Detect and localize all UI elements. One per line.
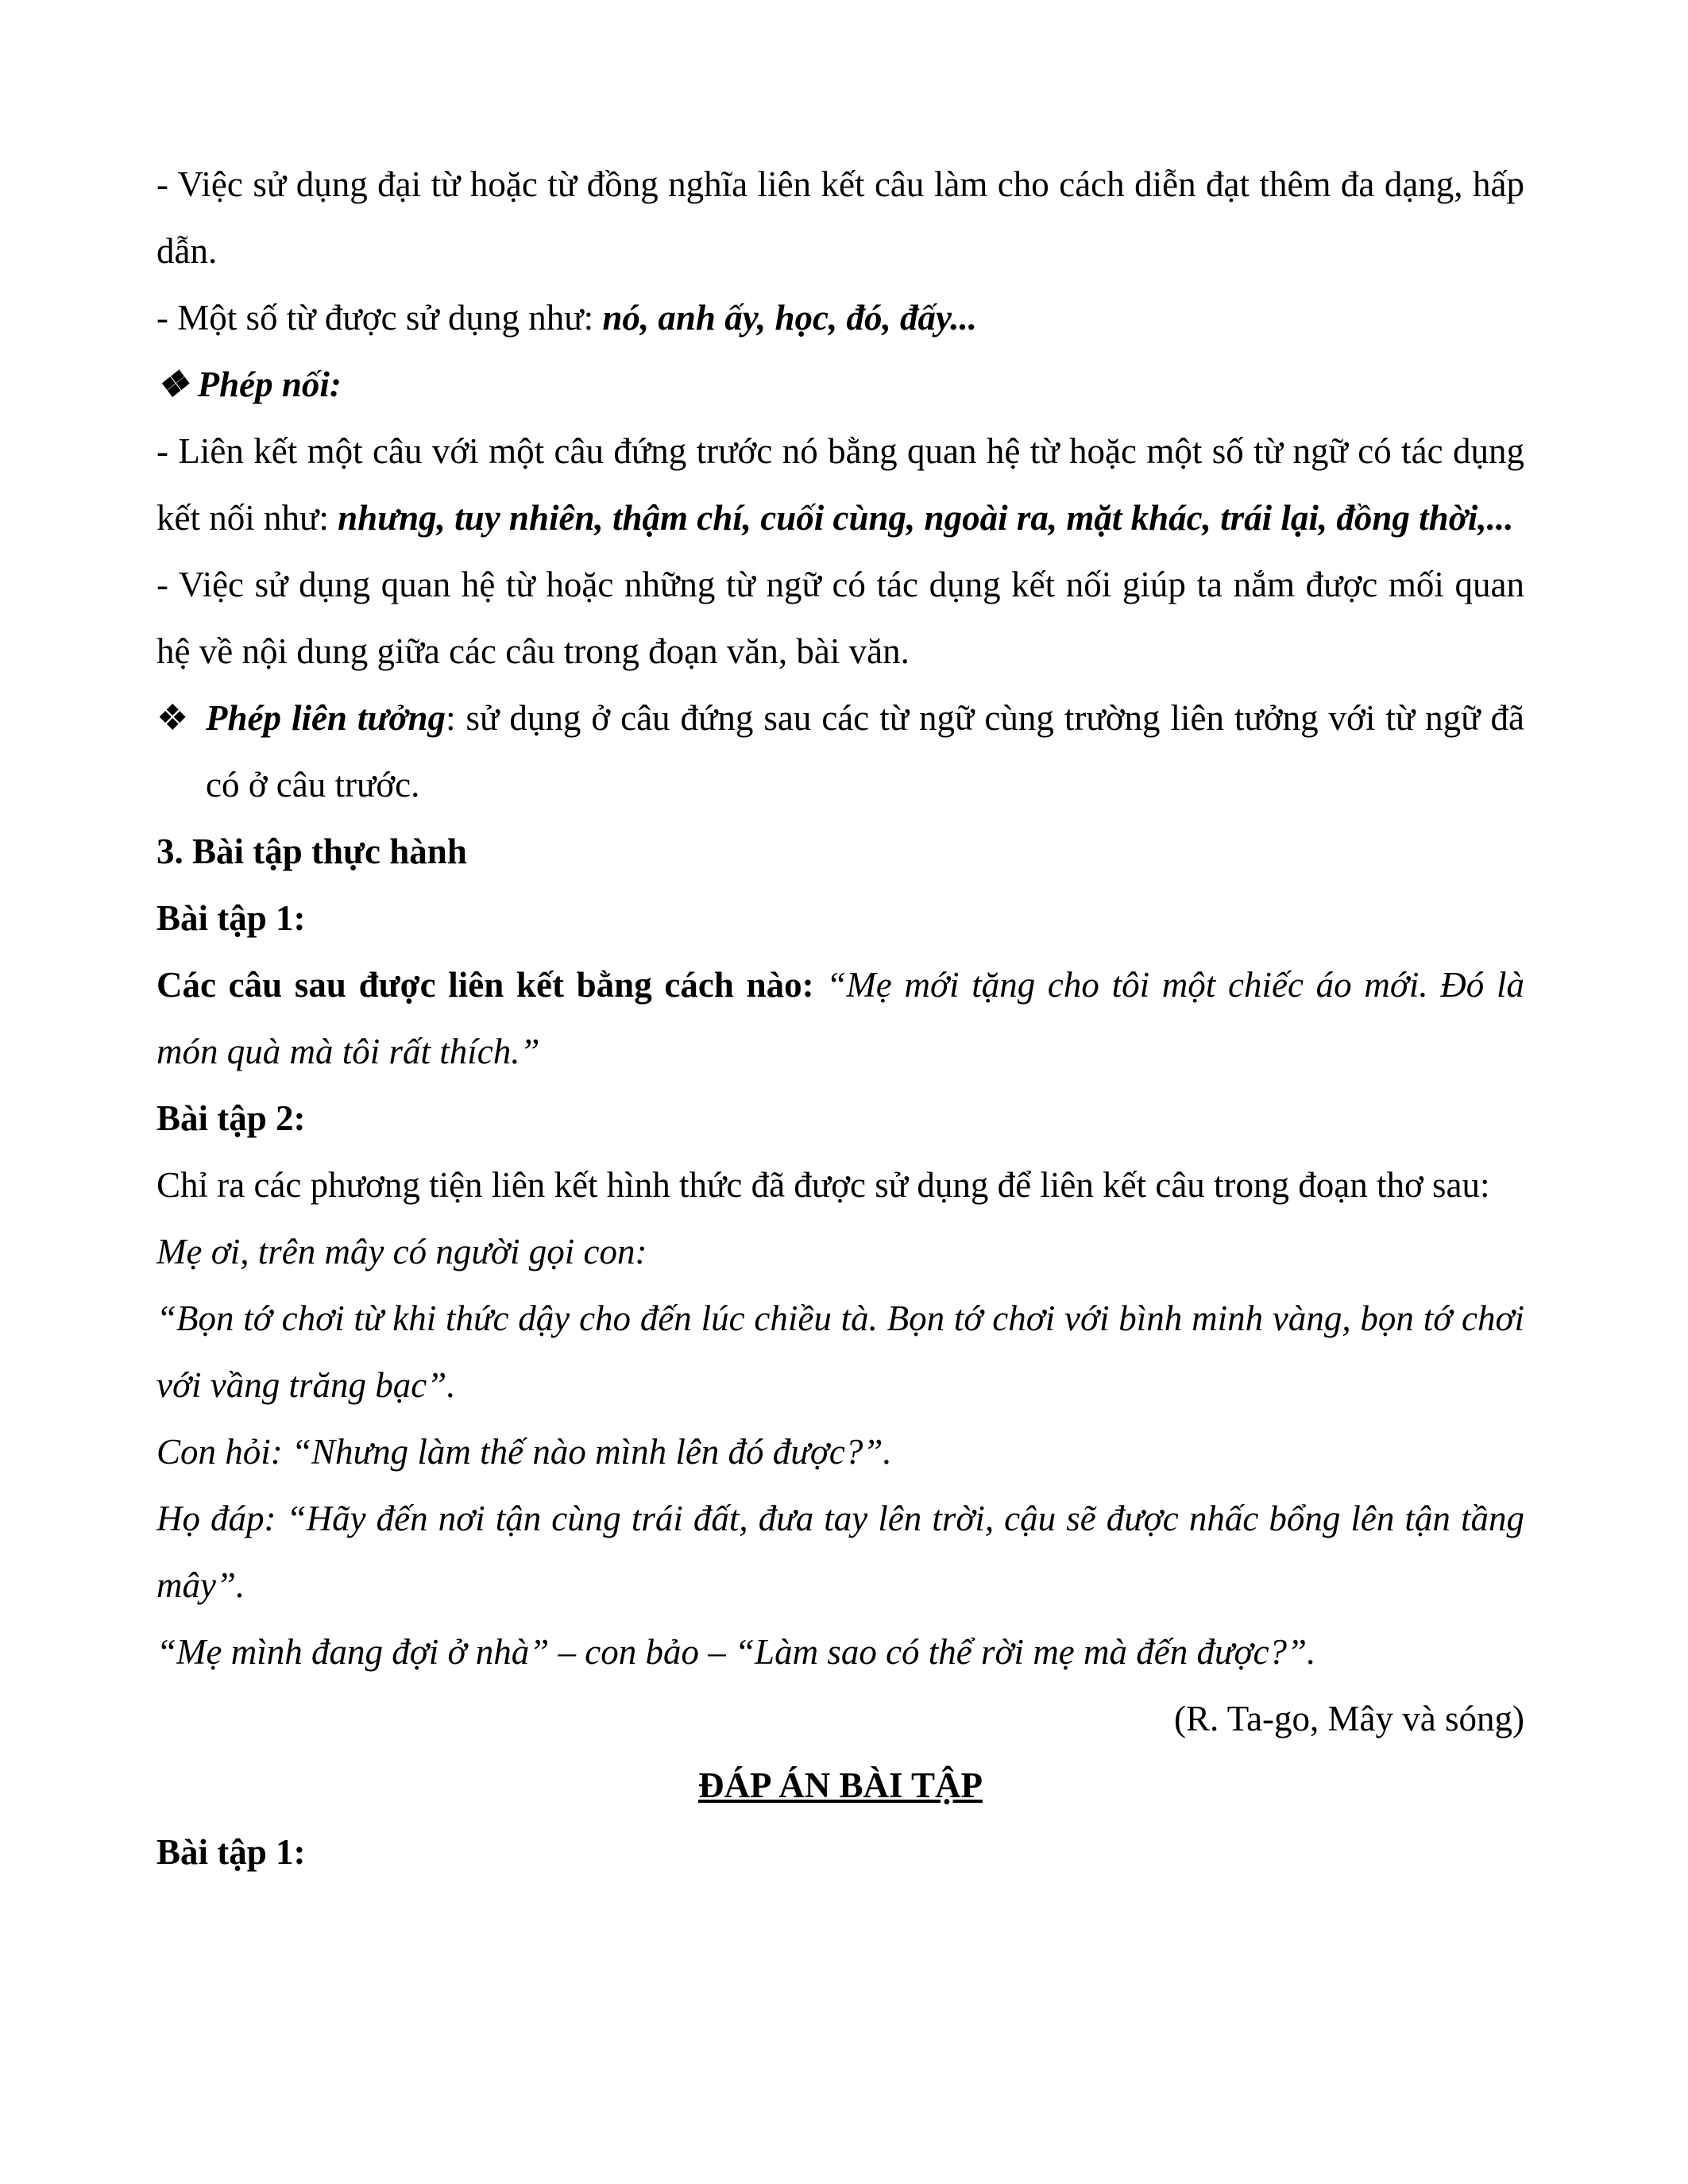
- poem-line: Mẹ ơi, trên mây có người gọi con:: [156, 1232, 647, 1271]
- exercise-1-prompt: Các câu sau được liên kết bằng cách nào:: [156, 965, 827, 1005]
- phep-lien-tuong-text: [206, 685, 1524, 818]
- section-heading-practice: 3. Bài tập thực hành: [156, 832, 467, 871]
- poem-source: (R. Ta-go, Mây và sóng): [1174, 1699, 1524, 1738]
- exercise-1-quote: “Mẹ mới tặng cho tôi một chiếc áo mới. Đó là món quà mà tôi rất thích.”: [156, 965, 1524, 1071]
- paragraph-synonym-usage: - Việc sử dụng đại từ hoặc từ đồng nghĩa liên kết câu làm cho cách diễn đạt thêm đa dạng, hấp dẫn.: [156, 164, 1524, 271]
- example-words-lead: - Một số từ được sử dụng như:: [156, 298, 603, 338]
- phep-noi-label: Phép nối:: [197, 365, 342, 404]
- exercise-1-heading: Bài tập 1:: [156, 898, 306, 938]
- poem-line: “Mẹ mình đang đợi ở nhà” – con bảo – “Làm sao có thể rời mẹ mà đến được?”.: [156, 1632, 1316, 1672]
- phep-noi-connectors: nhưng, tuy nhiên, thậm chí, cuối cùng, ngoài ra, mặt khác, trái lại, đồng thời,...: [338, 498, 1514, 538]
- answer-exercise-1-heading: Bài tập 1:: [156, 1832, 306, 1872]
- answer-title: ĐÁP ÁN BÀI TẬP: [698, 1765, 983, 1805]
- phep-lien-tuong-label: Phép liên tưởng: [206, 698, 446, 738]
- exercise-2-heading: Bài tập 2:: [156, 1098, 306, 1138]
- paragraph-phep-noi-effect: - Việc sử dụng quan hệ từ hoặc những từ ngữ có tác dụng kết nối giúp ta nắm được mối quan hệ về nội dung giữa các câu trong đoạn văn, bài văn.: [156, 565, 1524, 671]
- phep-lien-tuong-rest: : sử dụng ở câu đứng sau các từ ngữ cùng trường liên tưởng với từ ngữ đã có ở câu trước.: [206, 698, 1524, 805]
- paragraph-example-words: [156, 284, 1524, 351]
- document-page: [156, 151, 1524, 1885]
- exercise-1-question: [156, 951, 1524, 1085]
- bullet-diamond-icon: ❖: [156, 698, 189, 738]
- exercise-2-question: Chỉ ra các phương tiện liên kết hình thức đã được sử dụng để liên kết câu trong đoạn thơ sau:: [156, 1165, 1490, 1205]
- bullet-phep-lien-tuong: [156, 685, 1524, 818]
- paragraph-phep-noi-definition: [156, 418, 1524, 551]
- poem-line: “Bọn tớ chơi từ khi thức dậy cho đến lúc chiều tà. Bọn tớ chơi với bình minh vàng, bọn tớ chơi với vầng trăng bạc”.: [156, 1298, 1524, 1405]
- phep-noi-lead: - Liên kết một câu với một câu đứng trước nó bằng quan hệ từ hoặc một số từ ngữ có tác dụng kết nối như:: [156, 431, 1524, 538]
- example-words-list: nó, anh ấy, học, đó, đấy...: [602, 298, 978, 338]
- heading-phep-noi: [156, 351, 1524, 418]
- poem-line: Con hỏi: “Nhưng làm thế nào mình lên đó được?”.: [156, 1432, 892, 1472]
- poem-line: Họ đáp: “Hãy đến nơi tận cùng trái đất, đưa tay lên trời, cậu sẽ được nhấc bổng lên tận tầng mây”.: [156, 1499, 1524, 1605]
- bullet-diamond-icon: ❖: [156, 365, 189, 404]
